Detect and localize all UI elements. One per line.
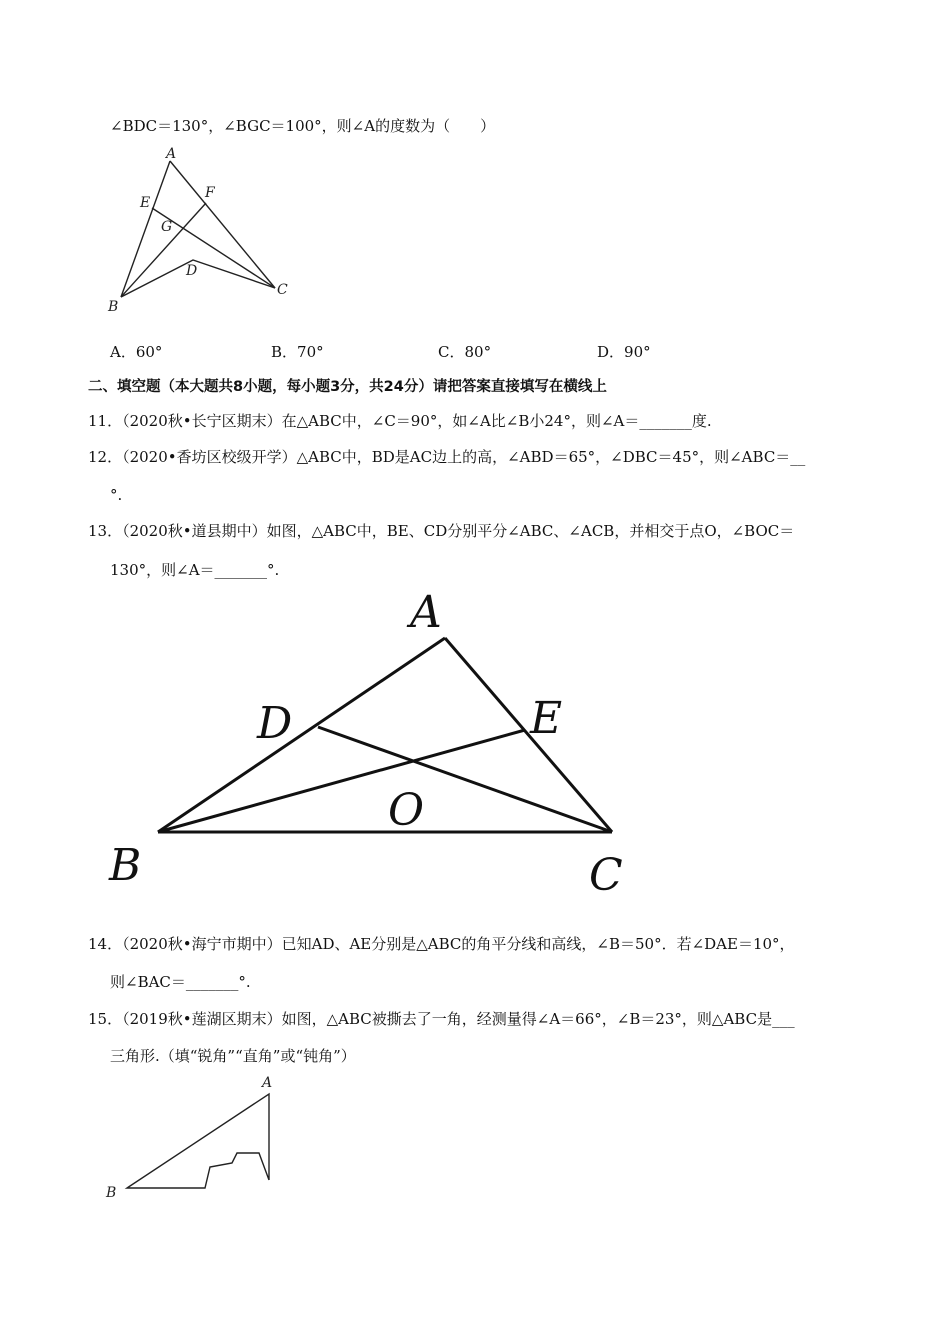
q10-label-B: B — [108, 299, 119, 315]
q10-label-A: A — [166, 146, 177, 162]
q10-label-D: D — [186, 263, 198, 279]
q15-line1: 15．（2019秋•莲湖区期末）如图，△ABC被撕去了一角，经测量得∠A＝66°，∠B＝23°，则△ABC是___ — [88, 1010, 795, 1028]
q10-line-BF — [121, 203, 206, 297]
q11-text: 11．（2020秋•长宁区期末）在△ABC中，∠C＝90°，如∠A比∠B小24°，则∠A＝_______度. — [88, 412, 712, 430]
section-heading: 二、填空题（本大题共8小题，每小题3分，共24分）请把答案直接填写在横线上 — [88, 379, 607, 395]
q15-line2: 三角形.（填“锐角”“直角”或“钝角”） — [110, 1047, 356, 1065]
q10-label-G: G — [161, 219, 173, 235]
q13-label-E: E — [530, 693, 563, 744]
q13-label-C: C — [589, 850, 623, 901]
q14-line2: 则∠BAC＝_______°. — [110, 973, 251, 991]
q10-option-c: C．80° — [438, 343, 492, 361]
q10-option-a: A．60° — [110, 343, 163, 361]
q14-line1: 14．（2020秋•海宁市期中）已知AD、AE分别是△ABC的角平分线和高线，∠B＝50°．若∠DAE＝10°， — [88, 935, 795, 953]
q10-label-F: F — [205, 185, 215, 201]
q13-label-A: A — [410, 587, 442, 638]
q12-line1: 12．（2020•香坊区校级开学）△ABC中，BD是AC边上的高，∠ABD＝65°，∠DBC＝45°，则∠ABC＝__ — [88, 448, 806, 466]
q13-line1: 13．（2020秋•道县期中）如图，△ABC中，BE、CD分别平分∠ABC、∠ACB，并相交于点O，∠BOC＝ — [88, 522, 795, 540]
q10-option-d: D．90° — [597, 343, 651, 361]
q10-option-b: B．70° — [271, 343, 324, 361]
q13-label-D: D — [257, 698, 293, 749]
q10-label-E: E — [140, 195, 151, 211]
q10-line-BDC — [121, 260, 275, 297]
q10-stem-tail: ∠BDC＝130°，∠BGC＝100°，则∠A的度数为（ ） — [110, 117, 496, 135]
q13-line2: 130°，则∠A＝_______°. — [110, 561, 280, 579]
q13-label-O: O — [388, 785, 425, 836]
q15-label-A: A — [262, 1075, 273, 1091]
q12-line2: °. — [110, 486, 123, 504]
q10-label-C: C — [277, 282, 288, 298]
q15-label-B: B — [106, 1185, 117, 1201]
q13-label-B: B — [109, 840, 142, 891]
q15-torn-triangle — [127, 1094, 269, 1188]
